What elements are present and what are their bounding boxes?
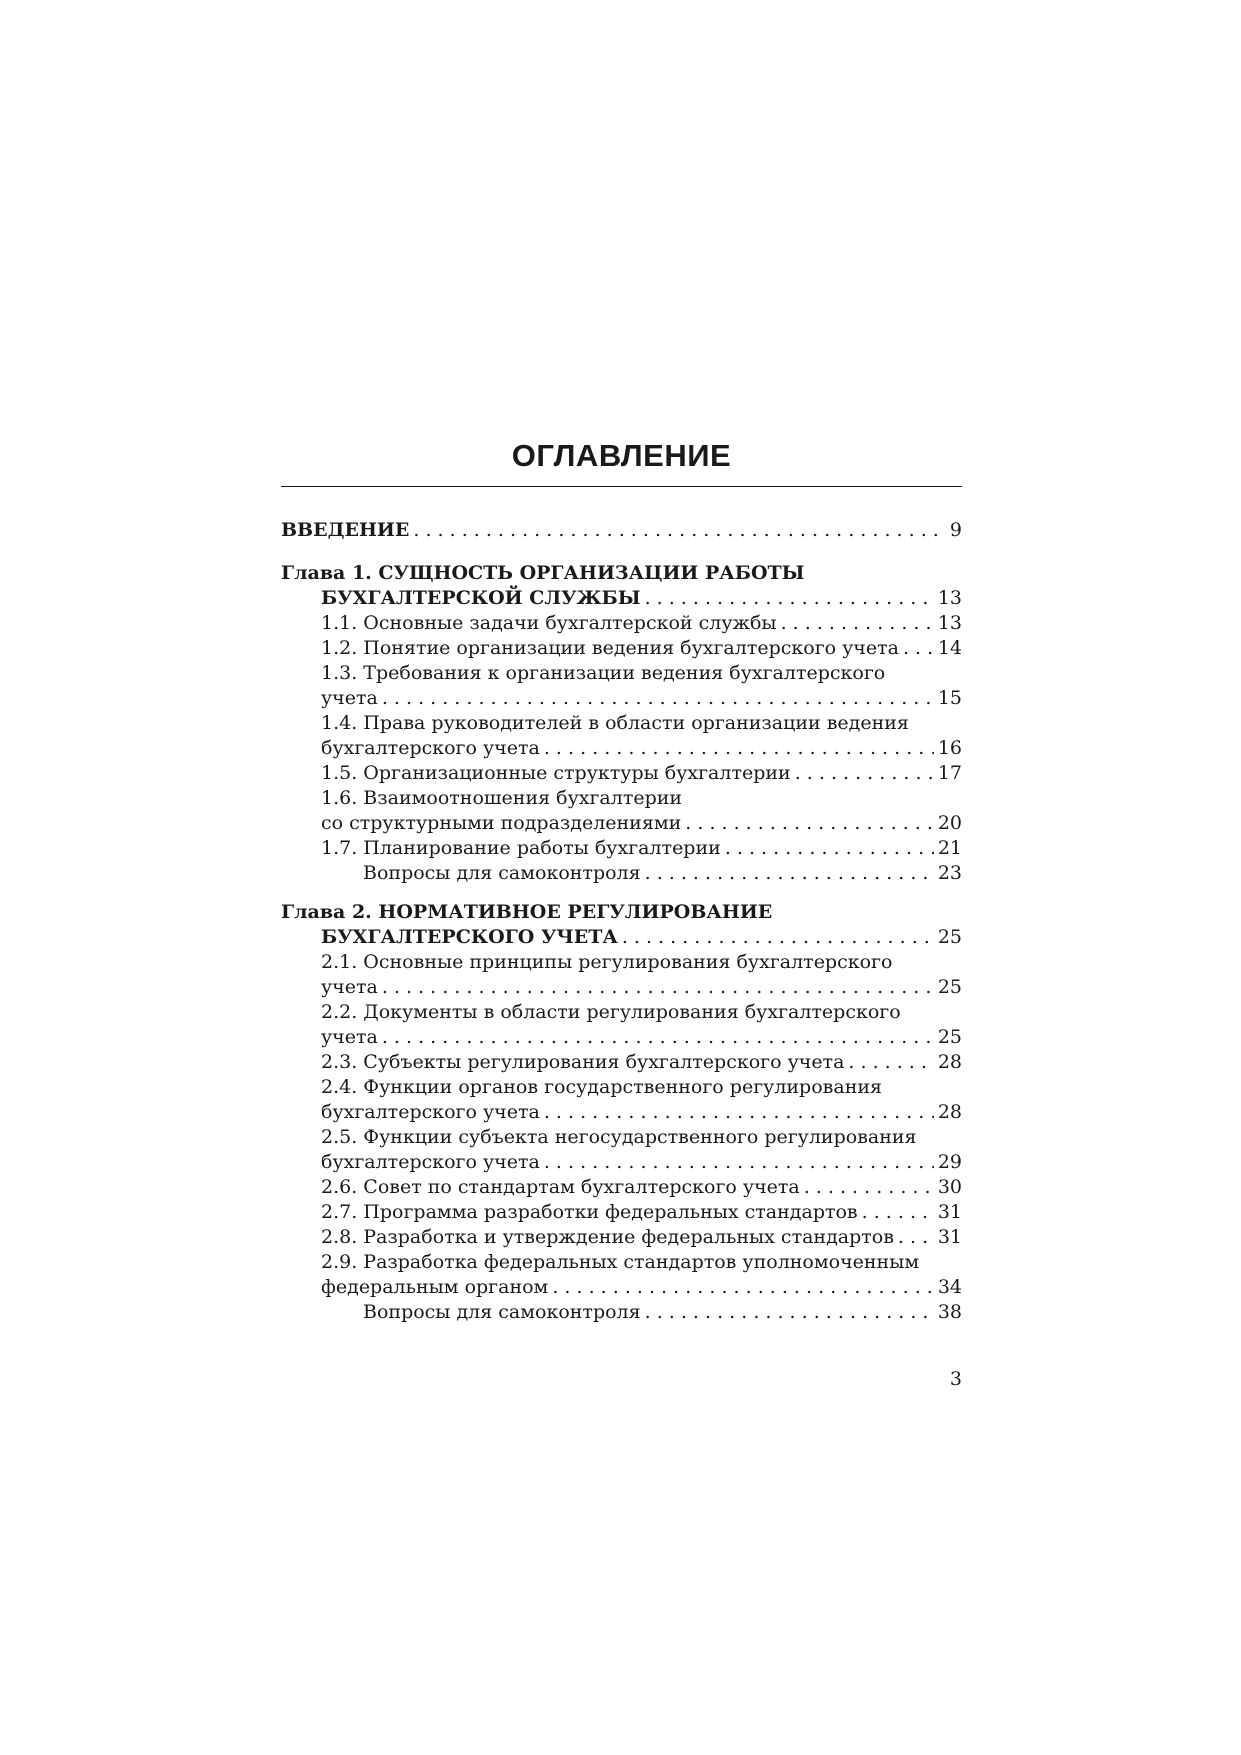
- toc-page-number: 20: [937, 812, 962, 834]
- toc-page-number: 28: [937, 1051, 962, 1073]
- chapter-title-cont: БУХГАЛТЕРСКОЙ СЛУЖБЫ: [321, 587, 641, 609]
- toc-entry-label: 1.1. Основные задачи бухгалтерской службы: [321, 612, 777, 634]
- leader-dots: [848, 1050, 933, 1075]
- toc-page-number: 38: [937, 1301, 962, 1323]
- toc-entry-1-2[interactable]: [281, 636, 962, 661]
- toc-entry-label-cont: учета: [321, 976, 378, 998]
- chapter-title-line[interactable]: Глава 2. НОРМАТИВНОЕ РЕГУЛИРОВАНИЕ: [281, 901, 773, 923]
- toc-entry-questions-2[interactable]: [281, 1300, 962, 1325]
- leader-dots: [685, 811, 934, 836]
- toc-entry-label-cont: учета: [321, 1026, 378, 1048]
- toc-entry-label: 2.5. Функции субъекта негосударственного регулирования: [321, 1126, 917, 1148]
- toc-entry-2-9[interactable]: [281, 1250, 962, 1300]
- toc-entry-intro[interactable]: [281, 518, 962, 543]
- toc-page-number: 15: [937, 687, 962, 709]
- toc-page-number: 28: [937, 1101, 962, 1123]
- toc-entry-2-1[interactable]: [281, 950, 962, 1000]
- toc-entry-1-6[interactable]: [281, 786, 962, 836]
- leader-dots: [413, 518, 946, 543]
- toc-entry-1-7[interactable]: [281, 836, 962, 861]
- toc-entry-label-cont: бухгалтерского учета: [321, 1101, 540, 1123]
- leader-dots: [544, 736, 934, 761]
- toc-entry-2-2[interactable]: [281, 1000, 962, 1050]
- table-of-contents: [281, 518, 962, 1325]
- toc-entry-label: 1.2. Понятие организации ведения бухгалтерского учета: [321, 637, 899, 659]
- leader-dots: [382, 686, 934, 711]
- toc-page-number: 14: [937, 637, 962, 659]
- toc-entry-label: Вопросы для самоконтроля: [363, 1301, 641, 1323]
- toc-entry-1-1[interactable]: [281, 611, 962, 636]
- toc-entry-label-cont: федеральным органом: [321, 1276, 549, 1298]
- leader-dots: [862, 1200, 934, 1225]
- toc-page-number: 25: [937, 926, 962, 948]
- toc-page-number: 21: [937, 837, 962, 859]
- leader-dots: [382, 1025, 934, 1050]
- toc-page-number: 25: [937, 1026, 962, 1048]
- toc-entry-label-cont: бухгалтерского учета: [321, 1151, 540, 1173]
- leader-dots: [804, 1175, 934, 1200]
- leader-dots: [544, 1100, 934, 1125]
- toc-entry-label-cont: со структурными подразделениями: [321, 812, 682, 834]
- toc-entry-label: ВВЕДЕНИЕ: [281, 519, 410, 541]
- toc-entry-2-7[interactable]: [281, 1200, 962, 1225]
- leader-dots: [898, 1225, 934, 1250]
- toc-page-number: 13: [937, 612, 962, 634]
- toc-entry-2-6[interactable]: [281, 1175, 962, 1200]
- chapter-title-cont: БУХГАЛТЕРСКОГО УЧЕТА: [321, 926, 618, 948]
- toc-page-number: 29: [937, 1151, 962, 1173]
- chapter-title-line[interactable]: [281, 586, 962, 611]
- toc-entry-questions-1[interactable]: [281, 861, 962, 886]
- toc-entry-label: 2.2. Документы в области регулирования бухгалтерского: [321, 1001, 901, 1023]
- toc-entry-label-cont: бухгалтерского учета: [321, 737, 540, 759]
- toc-page-number: 13: [937, 587, 962, 609]
- leader-dots: [795, 761, 934, 786]
- toc-page-number: 30: [937, 1176, 962, 1198]
- toc-entry-label-cont: учета: [321, 687, 378, 709]
- leader-dots: [725, 836, 934, 861]
- toc-entry-label: 2.4. Функции органов государственного регулирования: [321, 1076, 883, 1098]
- toc-entry-label: 2.9. Разработка федеральных стандартов уполномоченным: [321, 1251, 920, 1273]
- chapter-title-line[interactable]: [281, 925, 962, 950]
- toc-entry-1-4[interactable]: [281, 711, 962, 761]
- leader-dots: [645, 586, 934, 611]
- leader-dots: [645, 1300, 934, 1325]
- toc-page-number: 23: [937, 862, 962, 884]
- leader-dots: [382, 975, 934, 1000]
- toc-entry-label: 2.8. Разработка и утверждение федеральных стандартов: [321, 1226, 894, 1248]
- toc-entry-label: 2.6. Совет по стандартам бухгалтерского учета: [321, 1176, 800, 1198]
- page-title: ОГЛАВЛЕНИЕ: [511, 438, 732, 473]
- toc-entry-label: Вопросы для самоконтроля: [363, 862, 641, 884]
- toc-page-number: 34: [937, 1276, 962, 1298]
- toc-entry-2-8[interactable]: [281, 1225, 962, 1250]
- toc-entry-label: 2.1. Основные принципы регулирования бухгалтерского: [321, 951, 893, 973]
- toc-chapter-2: [281, 900, 962, 1325]
- toc-page-number: 17: [937, 762, 962, 784]
- toc-entry-label: 1.7. Планирование работы бухгалтерии: [321, 837, 721, 859]
- leader-dots: [645, 861, 934, 886]
- toc-page-number: 25: [937, 976, 962, 998]
- toc-entry-label: 2.7. Программа разработки федеральных стандартов: [321, 1201, 858, 1223]
- leader-dots: [903, 636, 934, 661]
- toc-entry-2-5[interactable]: [281, 1125, 962, 1175]
- toc-entry-1-3[interactable]: [281, 661, 962, 711]
- title-divider: [281, 486, 962, 487]
- toc-entry-label: 2.3. Субъекты регулирования бухгалтерского учета: [321, 1051, 845, 1073]
- leader-dots: [544, 1150, 934, 1175]
- toc-entry-label: 1.3. Требования к организации ведения бухгалтерского: [321, 662, 886, 684]
- chapter-title-line[interactable]: Глава 1. СУЩНОСТЬ ОРГАНИЗАЦИИ РАБОТЫ: [281, 562, 805, 584]
- toc-entry-2-3[interactable]: [281, 1050, 962, 1075]
- toc-page-number: 16: [937, 737, 962, 759]
- toc-page-number: 31: [937, 1201, 962, 1223]
- leader-dots: [781, 611, 934, 636]
- leader-dots: [622, 925, 934, 950]
- toc-entry-2-4[interactable]: [281, 1075, 962, 1125]
- toc-entry-label: 1.4. Права руководителей в области организации ведения: [321, 712, 909, 734]
- toc-entry-label: 1.6. Взаимоотношения бухгалтерии: [321, 787, 683, 809]
- toc-entry-1-5[interactable]: [281, 761, 962, 786]
- toc-page-number: 9: [949, 519, 962, 541]
- toc-page-number: 31: [937, 1226, 962, 1248]
- toc-chapter-1: [281, 561, 962, 886]
- page-number: 3: [949, 1368, 962, 1390]
- toc-entry-label: 1.5. Организационные структуры бухгалтерии: [321, 762, 791, 784]
- leader-dots: [552, 1275, 933, 1300]
